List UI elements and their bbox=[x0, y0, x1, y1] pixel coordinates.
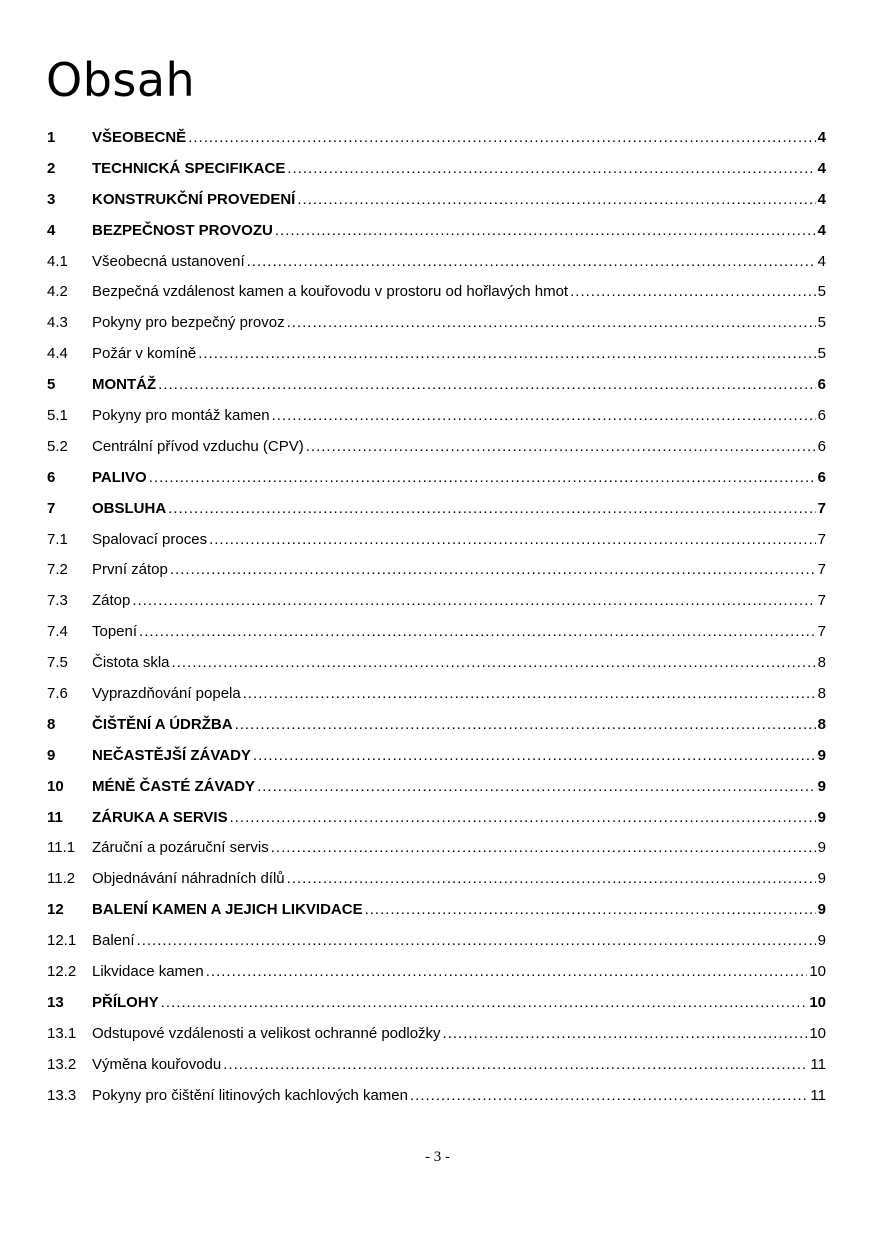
toc-entry-title: Všeobecná ustanovení bbox=[92, 252, 245, 270]
toc-entry-title: Pokyny pro čištění litinových kachlových kamen bbox=[92, 1086, 408, 1104]
toc-entry-number: 5.2 bbox=[47, 437, 68, 455]
toc-entry-page: 6 bbox=[817, 468, 826, 486]
dot-leader bbox=[271, 833, 816, 864]
toc-entry-page: 6 bbox=[817, 407, 826, 425]
toc-entry-title: Objednávání náhradních dílů bbox=[92, 870, 285, 888]
toc-chapter-entry[interactable] bbox=[47, 463, 826, 494]
toc-entry-number: 5.1 bbox=[47, 407, 68, 425]
toc-entry-title: Výměna kouřovodu bbox=[92, 1055, 222, 1073]
toc-entry-page: 4 bbox=[817, 159, 826, 177]
toc-entry-title: BEZPEČNOST PROVOZU bbox=[92, 221, 273, 239]
toc-entry-title: MÉNĚ ČASTÉ ZÁVADY bbox=[92, 777, 256, 795]
dot-leader bbox=[410, 1081, 808, 1112]
dot-leader bbox=[172, 648, 816, 679]
toc-entry-number: 4.2 bbox=[47, 283, 68, 301]
dot-leader bbox=[570, 277, 816, 308]
toc-entry-title: NEČASTĚJŠÍ ZÁVADY bbox=[92, 746, 251, 764]
toc-entry-number: 1 bbox=[47, 129, 56, 146]
dot-leader bbox=[306, 432, 816, 463]
page-number: - 3 - bbox=[425, 1149, 450, 1165]
toc-entry-number: 10 bbox=[47, 777, 64, 795]
dot-leader bbox=[170, 555, 816, 586]
toc-entry-page: 7 bbox=[817, 499, 826, 517]
toc-entry-number: 12 bbox=[47, 901, 64, 919]
toc-section-entry[interactable] bbox=[47, 308, 826, 339]
dot-leader bbox=[287, 864, 816, 895]
toc-section-entry[interactable] bbox=[47, 277, 826, 308]
toc-section-entry[interactable] bbox=[47, 957, 826, 988]
toc-entry-number: 5 bbox=[47, 376, 56, 394]
dot-leader bbox=[365, 895, 816, 926]
toc-entry-title: Centrální přívod vzduchu (CPV) bbox=[92, 437, 304, 455]
toc-entry-page: 9 bbox=[817, 746, 826, 764]
dot-leader bbox=[137, 926, 816, 957]
toc-entry-page: 4 bbox=[817, 252, 826, 270]
dot-leader bbox=[275, 216, 816, 247]
toc-entry-title: Pokyny pro montáž kamen bbox=[92, 407, 270, 425]
dot-leader bbox=[257, 772, 816, 803]
dot-leader bbox=[168, 494, 815, 525]
toc-entry-title: Požár v komíně bbox=[92, 345, 197, 363]
toc-entry-page: 5 bbox=[817, 314, 826, 332]
toc-section-entry[interactable] bbox=[47, 833, 826, 864]
dot-leader bbox=[230, 803, 816, 834]
toc-entry-number: 13 bbox=[47, 993, 64, 1011]
toc-section-entry[interactable] bbox=[47, 525, 826, 556]
toc-entry-title: První zátop bbox=[92, 561, 168, 579]
toc-entry-title: Pokyny pro bezpečný provoz bbox=[92, 314, 285, 332]
toc-entry-title: Spalovací proces bbox=[92, 530, 208, 548]
dot-leader bbox=[188, 123, 815, 154]
toc-section-entry[interactable] bbox=[47, 401, 826, 432]
toc-entry-number: 7.2 bbox=[47, 561, 68, 579]
toc-section-entry[interactable] bbox=[47, 432, 826, 463]
toc-entry-title: ČIŠTĚNÍ A ÚDRŽBA bbox=[92, 715, 233, 733]
toc-entry-number: 7.4 bbox=[47, 623, 68, 641]
toc-entry-page: 6 bbox=[817, 376, 826, 394]
toc-section-entry[interactable] bbox=[47, 555, 826, 586]
toc-entry-number: 7.6 bbox=[47, 685, 68, 703]
toc-entry-number: 13.1 bbox=[47, 1024, 77, 1042]
toc-entry-page: 8 bbox=[817, 685, 826, 703]
dot-leader bbox=[297, 185, 815, 216]
dot-leader bbox=[443, 1019, 808, 1050]
toc-entry-title: Topení bbox=[92, 623, 138, 641]
toc-section-entry[interactable] bbox=[47, 1019, 826, 1050]
toc-entry-number: 11.1 bbox=[47, 839, 76, 857]
toc-entry-page: 11 bbox=[810, 1055, 826, 1073]
toc-entry-page: 4 bbox=[817, 190, 826, 208]
toc-section-entry[interactable] bbox=[47, 679, 826, 710]
toc-entry-page: 7 bbox=[817, 592, 826, 610]
toc-entry-title: PALIVO bbox=[92, 468, 147, 486]
toc-entry-page: 8 bbox=[817, 654, 826, 672]
toc-entry-number: 8 bbox=[47, 715, 56, 733]
toc-chapter-entry[interactable] bbox=[47, 185, 826, 216]
toc-chapter-entry[interactable] bbox=[47, 494, 826, 525]
toc-entry-page: 9 bbox=[817, 932, 826, 950]
toc-chapter-entry[interactable] bbox=[47, 803, 826, 834]
toc-entry-title: TECHNICKÁ SPECIFIKACE bbox=[92, 159, 286, 177]
toc-entry-page: 5 bbox=[817, 283, 826, 301]
toc-entry-title: Likvidace kamen bbox=[92, 963, 204, 981]
toc-entry-number: 13.2 bbox=[47, 1055, 77, 1073]
toc-entry-page: 4 bbox=[817, 129, 826, 146]
toc-entry-title: ZÁRUKA A SERVIS bbox=[92, 808, 228, 826]
toc-entry-title: OBSLUHA bbox=[92, 499, 167, 517]
toc-entry-number: 7.3 bbox=[47, 592, 68, 610]
toc-chapter-entry[interactable] bbox=[47, 123, 826, 154]
dot-leader bbox=[161, 988, 808, 1019]
toc-chapter-entry[interactable] bbox=[47, 154, 826, 185]
dot-leader bbox=[206, 957, 808, 988]
dot-leader bbox=[139, 617, 816, 648]
toc-entry-title: PŘÍLOHY bbox=[92, 993, 159, 1011]
toc-entry-page: 9 bbox=[817, 839, 826, 857]
toc-entry-title: Bezpečná vzdálenost kamen a kouřovodu v prostoru od hořlavých hmot bbox=[92, 283, 569, 301]
dot-leader bbox=[287, 154, 815, 185]
toc-entry-title: Odstupové vzdálenosti a velikost ochranné podložky bbox=[92, 1024, 441, 1042]
dot-leader bbox=[287, 308, 816, 339]
toc-entry-page: 6 bbox=[817, 437, 826, 455]
toc-entry-page: 7 bbox=[817, 530, 826, 548]
toc-section-entry[interactable] bbox=[47, 648, 826, 679]
toc-chapter-entry[interactable] bbox=[47, 370, 826, 401]
toc-entry-number: 12.1 bbox=[47, 932, 77, 950]
page-title: Obsah bbox=[46, 53, 196, 107]
toc-entry-number: 9 bbox=[47, 746, 56, 764]
table-of-contents bbox=[47, 123, 826, 1112]
dot-leader bbox=[209, 525, 816, 556]
toc-chapter-entry[interactable] bbox=[47, 895, 826, 926]
toc-entry-number: 2 bbox=[47, 159, 56, 177]
toc-chapter-entry[interactable] bbox=[47, 710, 826, 741]
toc-entry-page: 9 bbox=[817, 870, 826, 888]
toc-section-entry[interactable] bbox=[47, 247, 826, 278]
dot-leader bbox=[132, 586, 815, 617]
toc-entry-number: 7.5 bbox=[47, 654, 68, 672]
toc-entry-number: 4.4 bbox=[47, 345, 68, 363]
dot-leader bbox=[223, 1050, 808, 1081]
toc-entry-title: Čistota skla bbox=[92, 654, 170, 672]
toc-entry-title: Balení bbox=[92, 932, 135, 950]
toc-entry-title: KONSTRUKČNÍ PROVEDENÍ bbox=[92, 190, 296, 208]
toc-entry-page: 7 bbox=[817, 623, 826, 641]
toc-entry-number: 11.2 bbox=[47, 870, 76, 888]
toc-entry-page: 11 bbox=[810, 1086, 826, 1104]
toc-section-entry[interactable] bbox=[47, 1081, 826, 1112]
toc-entry-number: 11 bbox=[47, 808, 63, 826]
dot-leader bbox=[243, 679, 816, 710]
dot-leader bbox=[253, 741, 816, 772]
dot-leader bbox=[247, 247, 816, 278]
toc-section-entry[interactable] bbox=[47, 926, 826, 957]
toc-entry-number: 4.3 bbox=[47, 314, 68, 332]
toc-entry-number: 7 bbox=[47, 499, 56, 517]
toc-entry-page: 5 bbox=[817, 345, 826, 363]
toc-entry-page: 7 bbox=[817, 561, 826, 579]
toc-entry-page: 10 bbox=[809, 1024, 826, 1042]
toc-section-entry[interactable] bbox=[47, 586, 826, 617]
toc-chapter-entry[interactable] bbox=[47, 772, 826, 803]
toc-entry-title: Zátop bbox=[92, 592, 131, 610]
toc-entry-number: 7.1 bbox=[47, 530, 68, 548]
dot-leader bbox=[158, 370, 816, 401]
toc-entry-number: 6 bbox=[47, 468, 56, 486]
dot-leader bbox=[149, 463, 816, 494]
toc-entry-number: 4.1 bbox=[47, 252, 68, 270]
toc-chapter-entry[interactable] bbox=[47, 741, 826, 772]
toc-entry-title: BALENÍ KAMEN A JEJICH LIKVIDACE bbox=[92, 901, 363, 919]
toc-entry-title: Vyprazdňování popela bbox=[92, 685, 241, 703]
toc-entry-number: 3 bbox=[47, 190, 56, 208]
dot-leader bbox=[198, 339, 815, 370]
toc-entry-title: MONTÁŽ bbox=[92, 376, 157, 394]
toc-entry-number: 12.2 bbox=[47, 963, 77, 981]
toc-section-entry[interactable] bbox=[47, 617, 826, 648]
toc-entry-title: Záruční a pozáruční servis bbox=[92, 839, 269, 857]
toc-entry-number: 13.3 bbox=[47, 1086, 77, 1104]
toc-entry-page: 9 bbox=[817, 777, 826, 795]
toc-entry-page: 9 bbox=[817, 901, 826, 919]
toc-entry-page: 4 bbox=[817, 221, 826, 239]
toc-entry-page: 10 bbox=[809, 963, 826, 981]
toc-chapter-entry[interactable] bbox=[47, 216, 826, 247]
toc-section-entry[interactable] bbox=[47, 864, 826, 895]
toc-section-entry[interactable] bbox=[47, 339, 826, 370]
toc-chapter-entry[interactable] bbox=[47, 988, 826, 1019]
dot-leader bbox=[235, 710, 816, 741]
toc-entry-page: 8 bbox=[817, 715, 826, 733]
toc-entry-page: 10 bbox=[809, 993, 826, 1011]
toc-entry-title: VŠEOBECNĚ bbox=[92, 129, 187, 146]
toc-entry-page: 9 bbox=[817, 808, 826, 826]
toc-section-entry[interactable] bbox=[47, 1050, 826, 1081]
dot-leader bbox=[272, 401, 816, 432]
toc-entry-number: 4 bbox=[47, 221, 56, 239]
